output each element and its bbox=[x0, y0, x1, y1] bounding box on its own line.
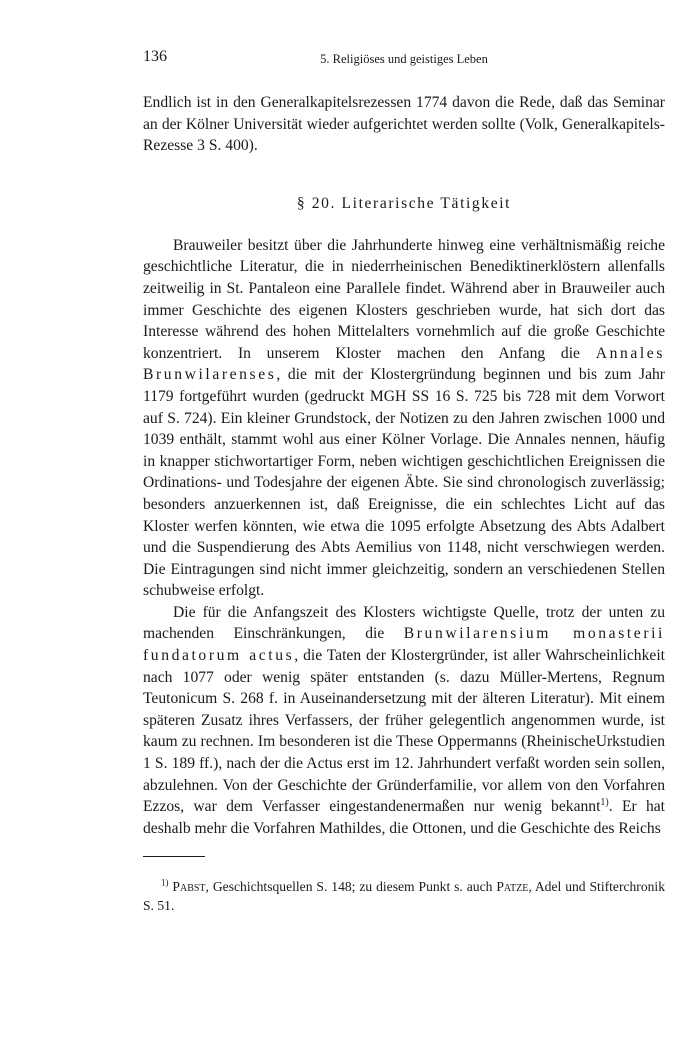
footnote-marker: 1) bbox=[161, 877, 169, 888]
running-title: 5. Religiöses und geistiges Leben bbox=[320, 52, 488, 66]
emphasized-title: Annales Brunwilarenses bbox=[143, 344, 666, 384]
intro-paragraph: Endlich ist in den Generalkapitelsrezessen 1774 davon die Rede, daß das Seminar an der Kölner Universität wieder aufgerichtet werden sollte (Volk, Generalkapitels-Rezesse 3 S. 400). bbox=[143, 94, 665, 155]
footnote-author: Patze bbox=[496, 879, 529, 895]
paragraph-text: , die Taten der Klostergründer, ist aller Wahrscheinlichkeit nach 1077 oder wenig später entstanden (s. dazu Müller-Mertens, Regnum Teutonicum S. 268 f. in Auseinandersetzung mit der älteren Literatur). Mit einem späteren Zusatz ihres Verfassers, der früher gelegentlich angenommen wurde, ist kaum zu rechnen. Im besonderen ist die These Oppermanns (RheinischeUrkstudien 1 S. 189 ff.), nach der die Actus erst im 12. Jahrhundert verfaßt worden sein sollen, abzulehnen. Von der Geschichte der Gründerfamilie, vor allem von den Vorfahren Ezzos, war dem Verfasser eingestandenermaßen nur wenig bekannt bbox=[143, 647, 665, 816]
footnote-author: Pabst bbox=[172, 879, 206, 895]
page-number: 136 bbox=[143, 48, 167, 65]
footnote-text: , Geschichtsquellen S. 148; zu diesem Punkt s. auch bbox=[205, 879, 497, 895]
paragraph-text: . Er hat deshalb mehr die Vorfahren Mathildes, die Ottonen, und die Geschichte des Reichs bbox=[143, 798, 666, 837]
body-paragraph-1 bbox=[143, 235, 665, 602]
footnote-text: , Adel und Stifterchronik S. 51. bbox=[143, 879, 665, 914]
paragraph-text: , die mit der Klostergründung beginnen und bis zum Jahr 1179 fortgeführt wurden (gedruckt MGH SS 16 S. 725 bis 728 mit dem Vorwort auf S. 724). Ein kleiner Grundstock, der Notizen zu den Jahren zwischen 1000 und 1039 enthält, stammt wohl aus einer Kölner Vorlage. Die Annales nennen, häufig in knapper stichwortartiger Form, neben wichtigen geschichtlichen Ereignissen die Ordinations- und Todesjahre der eigenen Äbte. Sie sind chronologisch zuverlässig; besonders anzuerkennen ist, daß Ereignisse, die ein schlechtes Licht auf das Kloster werfen könnten, wie etwa die 1095 erfolgte Absetzung des Abts Adalbert und die Suspendierung des Abts Aemilius von 1148, nicht verschwiegen werden. Die Eintragungen sind nicht immer gleichzeitig, sondern an verschiedenen Stellen schubweise erfolgt. bbox=[143, 366, 665, 600]
footnote bbox=[143, 877, 665, 915]
body-paragraph-2 bbox=[143, 602, 665, 840]
emphasized-title: Brunwilarensium monasterii fundatorum actus bbox=[143, 625, 665, 665]
paragraph-text: Brauweiler besitzt über die Jahrhunderte hinweg eine verhältnismäßig reiche geschichtliche Literatur, die in niederrheinischen Benediktinerklöstern allenfalls zeitweilig in St. Pantaleon eine Parallele findet. Während aber in Brauweiler auch immer Geschichte des eigenen Klosters geschrieben wurde, hat sich dort das Interesse während des hohen Mittelalters vornehmlich auf die große Geschichte konzentriert. In unserem Kloster machen den Anfang die bbox=[143, 236, 665, 362]
book-page bbox=[143, 46, 665, 915]
paragraph-text: Die für die Anfangszeit des Klosters wichtigste Quelle, trotz der unten zu machenden Einschränkungen, die bbox=[143, 603, 665, 643]
footnote-reference: 1) bbox=[600, 797, 609, 809]
section-heading: § 20. Literarische Tätigkeit bbox=[296, 194, 512, 212]
page-header bbox=[143, 46, 665, 72]
footnote-divider bbox=[143, 856, 205, 857]
